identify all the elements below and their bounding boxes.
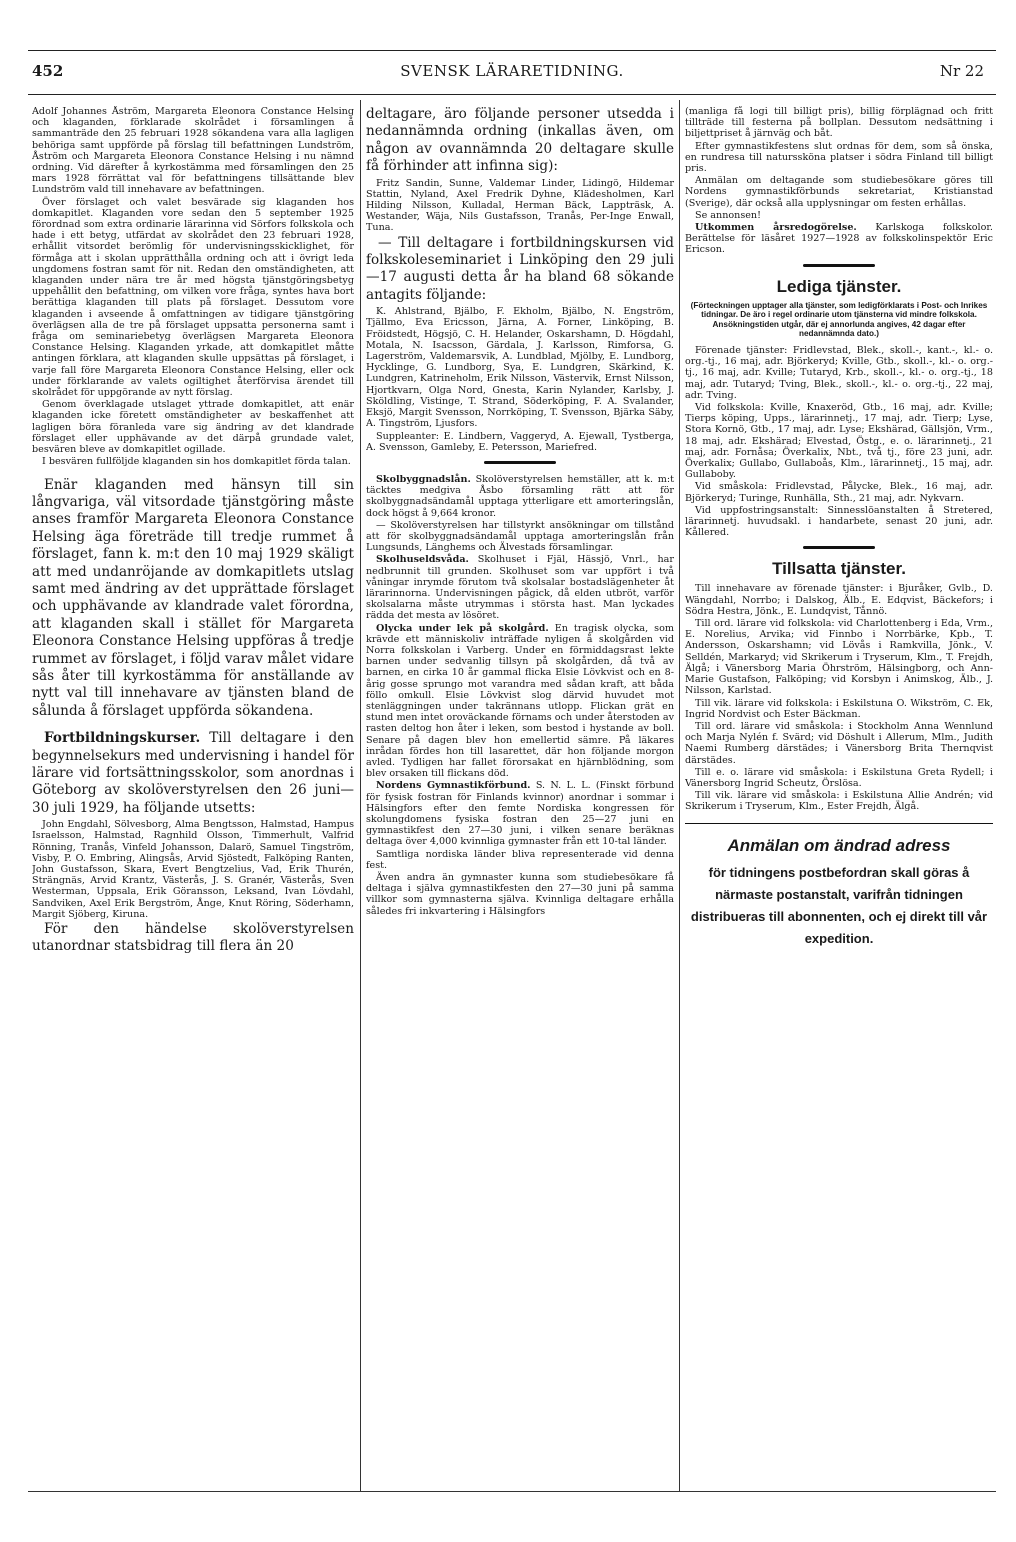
section-heading-lediga: Lediga tjänster. bbox=[776, 276, 902, 296]
divider-ornament bbox=[685, 546, 993, 549]
column-divider-2 bbox=[679, 100, 680, 1492]
article-text: Till deltagare i den begynnelsekurs med undervisning i handel för lärare vid fortsättningsskolor, som anordnas i Göteborg av skolöverstyrelsen den 26 juni—30 juli 1929, ha följande utsetts: bbox=[32, 730, 354, 816]
appointment-list: Till vik. lärare vid folkskola: i Eskilstuna O. Wikström, C. Ek, Ingrid Nordvist och Ester Bäckman. bbox=[685, 697, 993, 720]
article-text: Över förslaget och valet besvärade sig klaganden hos domkapitlet. Klaganden vore sedan den 5 september 1925 förordnad som extra ordinarie lärarinna vid Sörfors folkskola och hade i ett betyg, utfärdat av skolrådet den 23 februari 1928, erhållit vitsordet berömlig för undervisningsskicklighet, för förmåga att i skolan upprätthålla ordning och att i övrigt leda ungdomens fostran samt för nit. Redan den omständigheten, att klaganden under nära tre år med högsta tjänstgöringsbetyg uppehållit den befattning, om vilken vore fråga, syntes hava bort berättiga klaganden till plats på förslaget. Dessutom vore klaganden i avseende å omfattningen av tidigare tjänstgöring överlägsen alla de tre på förslaget uppsatta personerna samt i fråga om seminariebetyg överlägsen Margareta Eleonora Constance Helsing. Klaganden yrkade, att domkapitlet måtte antingen förklara, att klaganden skulle uppsättas på förslaget, i varje fall före Margareta Eleonora Constance Helsing, eller ock under förklarande av valets ogiltighet återförvisa ärendet till skolrådet för uppgörande av nytt förslag. bbox=[32, 196, 354, 399]
article-text: Se annonsen! bbox=[695, 209, 761, 221]
olycka-article bbox=[366, 623, 674, 780]
page-number: 452 bbox=[32, 62, 64, 80]
appointment-list: Till e. o. lärare vid småskola: i Eskilstuna Greta Rydell; i Vänersborg Ingrid Scheutz, Örslösa. bbox=[685, 766, 993, 789]
article-text: — Till deltagare i fortbildningskursen vid folkskoleseminariet i Linköping den 29 juli—17 augusti detta år ha bland 68 sökande antagits följande: bbox=[366, 234, 674, 303]
vacancy-list: Vid småskola: Fridlevstad, Pålycke, Blek., 16 maj, adr. Björkeryd; Turinge, Runhälla, Sth., 21 maj, adr. Nykvarn. bbox=[685, 481, 993, 504]
skolbyggnadslan-article bbox=[366, 474, 674, 519]
column-1 bbox=[32, 106, 354, 1456]
article-label: Fortbildningskurser. bbox=[44, 730, 201, 747]
article-text: (manliga få logi till billigt pris), billig förplägnad och fritt tillträde till festerna på bollplan. Dessutom nedsättning i biljettpriset å järnväg och båt. bbox=[685, 106, 993, 140]
appointment-list: Till ord. lärare vid folkskola: vid Charlottenberg i Eda, Vrm., E. Norelius, Arvika; vid Finnbo i Norrbärke, Kpb., T. Andersson, Oskarshamn; vid Lövås i Ramkvilla, Jönk., V. Selldén, Markaryd; vid Skrikerum i Tryserum, Klm., T. Frejdh, Älgå; i Vänersborg Maria Öhrström, Hälsingborg, och Ann-Marie Gustafson, Falköping; vid Korsbyn i Animskog, Älb., J. Nilsson, Karlstad. bbox=[685, 618, 993, 697]
skolhuseldsvada-article bbox=[366, 554, 674, 621]
vacancy-list: Vid folkskola: Kville, Knaxeröd, Gtb., 16 maj, adr. Kville; Tierps köping, Upps., lärarinnetj., 17 maj, adr. Tierp; Lyse, Stora Kornö, Gtb., 17 maj, adr. Lyse; Ekshärad, Gällsjön, Vrm., 18 maj, adr. Ekshärad; Elvestad, Östg., e. o. lärarinnetj., 21 maj, adr. Fornåsa; Överkalix, Nbt., två tj., före 23 juni, adr. Överkalix; Gullabo, Gullaboås, Klm., lärarinnetj., 15 maj, adr. Gullaboby. bbox=[685, 402, 993, 481]
name-list: Fritz Sandin, Sunne, Valdemar Linder, Lidingö, Hildemar Stattin, Nyland, Axel Fredrik Dyhne, Klädesholmen, Karl Hilding Nilsson, Kulladal, Herman Bäck, Lappträsk, A. Westander, Wäja, Nils Gustafsson, Tranås, Per-Inge Enwall, Tuna. bbox=[366, 177, 674, 234]
name-list: K. Ahlstrand, Bjälbo, F. Ekholm, Bjälbo, N. Engström, Tjällmo, Eva Ericsson, Järna, A. Forner, Linköping, B. Fröidstedt, Högsjö, C. H. Helander, Oskarshamn, D. Högdahl, Motala, N. Isacsson, Gärdala, J. Karlsson, Rimforsa, G. Lagerström, Valdemarsvik, A. Lundblad, Mjölby, E. Lundborg, Hycklinge, G. Lundborg, Sya, E. Lundgren, Skärkind, K. Lundgren, Katrineholm, Erik Nilsson, Västervik, Ernst Nilsson, Hjortkvarn, Olga Nord, Gnesta, Karin Nylander, Karlsby, J. Sköldling, Vistinge, T. Strand, Söderköping, F. A. Svalander, Eksjö, Margit Svensson, Norrköping, T. Svensson, Bjärka Säby, A. Tingström, Ljusfors. bbox=[366, 306, 674, 430]
article-label: Utkommen årsredogörelse. bbox=[695, 222, 857, 234]
article-text: Enär klaganden med hänsyn till sin långvariga, väl vitsordade tjänstgöring måste anses framför Margareta Eleonora Constance Helsing äga företräde till tredje rummet å förslaget, fann k. m:t den 10 maj 1929 skäligt att med undanröjande av domkapitlets utslag samt med ändring av det upprättade förslaget och upphävande av klandrade valet förordna, att klaganden skall i stället för Margareta Eleonora Constance Helsing uppföras å tredje rummet av förslaget, i följd varav målet vidare sås åter till kyrkostämma för anställande av nytt val till innehavare av tjänsten bland de sålunda å förslaget uppförda sökandena. bbox=[32, 476, 354, 719]
issue-number: Nr 22 bbox=[939, 62, 984, 80]
notice-heading: Anmälan om ändrad adress bbox=[727, 835, 951, 855]
section-note: (Förteckningen upptager alla tjänster, som ledigförklarats i Post- och Inrikes tidningar. De äro i regel ordinarie utom tjänsterna vid mindre folkskola. Ansökningstiden utgår, där ej annorlunda angives, 42 dagar efter nedannämnda dato.) bbox=[690, 300, 988, 339]
article-text: Adolf Johannes Åström, Margareta Eleonora Constance Helsing och klaganden, förklarade skolrådet i församlingen å sammanträde den 25 februari 1928 sökandena vara alla lagligen behöriga samt uppförde på förslag till befattningen Lundström, Åström och Margareta Eleonora Constance Helsing i nu nämnd ordning. Vid därefter å kyrkostämma med församlingen den 25 mars 1928 förrättat val för befattningens tillsättande blev Lundström vald till innehavare av befattningen. bbox=[32, 106, 354, 196]
article-text: Samtliga nordiska länder bliva representerade vid denna fest. bbox=[366, 848, 674, 871]
article-text: Karlskoga folkskolor. Berättelse för läsåret 1927—1928 av folkskolinspektör Eric Ericson. bbox=[685, 222, 993, 256]
article-text: Anmälan om deltagande som studiebesökare göres till Nordens gymnastikförbunds sekretariat, Kristianstad (Sverige), där också alla upplysningar om festen erhållas. bbox=[685, 175, 993, 209]
article-text: Skolhuset i Fjäl, Hässjö, Vnrl., har nedbrunnit till grunden. Skolhuset som var uppfört i två våningar inrymde förutom två skolsalar bostadslägenheter åt lärarinnorna. Undervisningen pågick, då elden utbröt, varför skolsalarna måste utrymmas i största hast. Man lyckades rädda det mesta av lösöret. bbox=[366, 554, 674, 622]
name-list: Suppleanter: E. Lindbern, Vaggeryd, A. Ejewall, Tystberga, A. Svensson, Gamleby, E. Petersson, Mariefred. bbox=[366, 430, 674, 453]
fortbildningskurser-article bbox=[32, 730, 354, 817]
section-heading-tillsatta: Tillsatta tjänster. bbox=[772, 559, 906, 579]
name-list: John Engdahl, Sölvesborg, Alma Bengtsson, Halmstad, Hampus Israelsson, Halmstad, Ragnhild Olsson, Timmerhult, Valfrid Rönning, Tranås, Vinfeld Johansson, Dalarö, Samuel Tingström, Visby, P. O. Embring, Alingsås, Arvid Sjöstedt, Falköping Ranten, John Gustafsson, Skara, Evert Bengtzelius, Vad, Erik Thurén, Strängnäs, Arvid Krantz, Västerås, J. S. Granér, Västerås, Sven Westerman, Uppsala, Erik Göransson, Leksand, Ivan Lövdahl, Sandviken, Axel Erik Bergström, Ånge, Knut Röring, Söderhamn, Margit Sjöberg, Kiruna. bbox=[32, 819, 354, 920]
article-label: Nordens Gymnastikförbund. bbox=[376, 780, 531, 792]
vacancy-list: Vid uppfostringsanstalt: Sinnesslöanstalten å Stretered, lärarinnetj. huvudsakl. i handarbete, senast 20 juni, adr. Kållered. bbox=[685, 504, 993, 539]
article-text: S. N. L. L. (Finskt förbund för fysisk fostran för Finlands kvinnor) anordnar i sommar i Hälsingfors efter den femte Nordiska kongressen för skolungdomens fysiska fostran den 25—27 juni en gymnastikfest den 27—30 juni, i vilken senare beräknas deltaga över 4,000 kvinnliga gymnaster från ett 10-tal länder. bbox=[366, 780, 674, 848]
article-text: Efter gymnastikfestens slut ordnas för dem, som så önska, en rundresa till naturssköna platser i södra Finland till billigt pris. bbox=[685, 140, 993, 175]
appointment-list: Till ord. lärare vid småskola: i Stockholm Anna Wennlund och Marja Nylén f. Svärd; vid Döshult i Allerum, Mlm., Judith Naemi Rumberg därstädes; i Vänersborg Brita Thernqvist därstädes. bbox=[685, 720, 993, 766]
page-header bbox=[28, 62, 996, 88]
article-text: Genom överklagade utslaget yttrade domkapitlet, att enär klaganden icke företett omständigheter av beskaffenhet att lagligen böra föranleda vare sig ändring av det klandrade förslaget eller upphävande av det därpå grundade valet, besvären bleve av domkapitlet ogillade. bbox=[32, 399, 354, 456]
column-2 bbox=[366, 106, 674, 1456]
appointment-list: Till innehavare av förenade tjänster: i Bjuråker, Gvlb., D. Wängdahl, Norrbo; i Dalskog, Älb., E. Edqvist, Bäckefors; i Södra Hestra, Jönk., E. Lundqvist, Tånnö. bbox=[685, 583, 993, 617]
article-text: I besvären fullföljde klaganden sin hos domkapitlet förda talan. bbox=[42, 456, 351, 468]
article-text: deltagare, äro följande personer utsedda i nedannämnda ordning (inkallas även, om någon av ovannämnda 20 deltagare skulle få förhinder att infinna sig): bbox=[366, 106, 674, 175]
article-text: Skolöverstyrelsen hemställer, att k. m:t täcktes medgiva Åsbo församling rätt att för skolbyggnadsändamål upptaga ytterligare ett amorteringslån, dock högst å 9,664 kronor. bbox=[366, 473, 674, 519]
bottom-rule bbox=[28, 1491, 996, 1492]
article-text: Även andra än gymnaster kunna som studiebesökare få deltaga i själva gymnastikfesten den 27—30 juni på samma villkor som gymnasterna själva. Kvinnliga deltagare erhålla således fri inkvartering i Hälsingfors bbox=[366, 872, 674, 917]
journal-title: SVENSK LÄRARETIDNING. bbox=[400, 62, 624, 80]
arsredogorelse-article bbox=[685, 222, 993, 256]
column-divider-1 bbox=[360, 100, 361, 1492]
article-label: Skolbyggnadslån. bbox=[376, 473, 471, 485]
gymnastikforbund-article bbox=[366, 780, 674, 847]
divider-ornament bbox=[366, 461, 674, 464]
article-label: Skolhuseldsvåda. bbox=[376, 554, 469, 566]
vacancy-list: Förenade tjänster: Fridlevstad, Blek., skoll.-, kant.-, kl.- o. org.-tj., 16 maj, adr. Björkeryd; Kville, Gtb., skoll.-, kl.- o. org.-tj., 16 maj, adr. Kville; Tutaryd, Krb., skoll.-, kl.- o. org.-tj., 18 maj, adr. Tutaryd; Tving, Blek., skoll.-, kl.- o. org.-tj., 22 maj, adr. Tving. bbox=[685, 345, 993, 401]
notice-body: för tidningens postbefordran skall göras å närmaste postanstalt, varifrån tidningen distribueras till abonnenten, och ej direkt till vår expedition. bbox=[690, 864, 988, 946]
address-change-notice bbox=[685, 823, 993, 950]
article-label: Olycka under lek på skolgård. bbox=[376, 622, 549, 634]
article-text: För den händelse skolöverstyrelsen utanordnar statsbidrag till flera än 20 bbox=[32, 921, 354, 955]
header-rule bbox=[28, 94, 996, 95]
newspaper-page bbox=[28, 30, 996, 1520]
article-text: — Skolöverstyrelsen har tillstyrkt ansökningar om tillstånd att för skolbyggnadsändamål upptaga amorteringslån från Lungsunds, Länghems och Älvestads församlingar. bbox=[366, 519, 674, 554]
divider-ornament bbox=[685, 264, 993, 267]
top-rule bbox=[28, 50, 996, 51]
column-3 bbox=[685, 106, 993, 1456]
article-text: En tragisk olycka, som krävde ett människoliv inträffade nyligen å skolgården vid Norra folkskolan i Varberg. Under en förmiddagsrast lekte barnen under sedvanlig tillsyn på skolgården, då två av barnen, en cirka 10 år gammal flicka Elsie Lövkvist och en 8-årig gosse sprungo mot varandra med sådan kraft, att båda föllo omkull. Elsie Lövkvist slog därvid huvudet mot stenläggningen under takrännans utlopp. Flickan grät en stund men intet oroväckande förnams och under återstoden av rasten deltog hon åter i leken, som bestod i hystande av boll. Senare på dagen blev hon emellertid sämre. På läkares inrådan fördes hon till lasarettet, där hon följande morgon avled. Tydligen har fallet förorsakat en hjärnblödning, som blev orsaken till flickans död. bbox=[366, 622, 674, 780]
appointment-list: Till vik. lärare vid småskola: i Eskilstuna Allie Andrén; vid Skrikerum i Tryserum, Klm., Ester Frejdh, Älgå. bbox=[685, 790, 993, 813]
